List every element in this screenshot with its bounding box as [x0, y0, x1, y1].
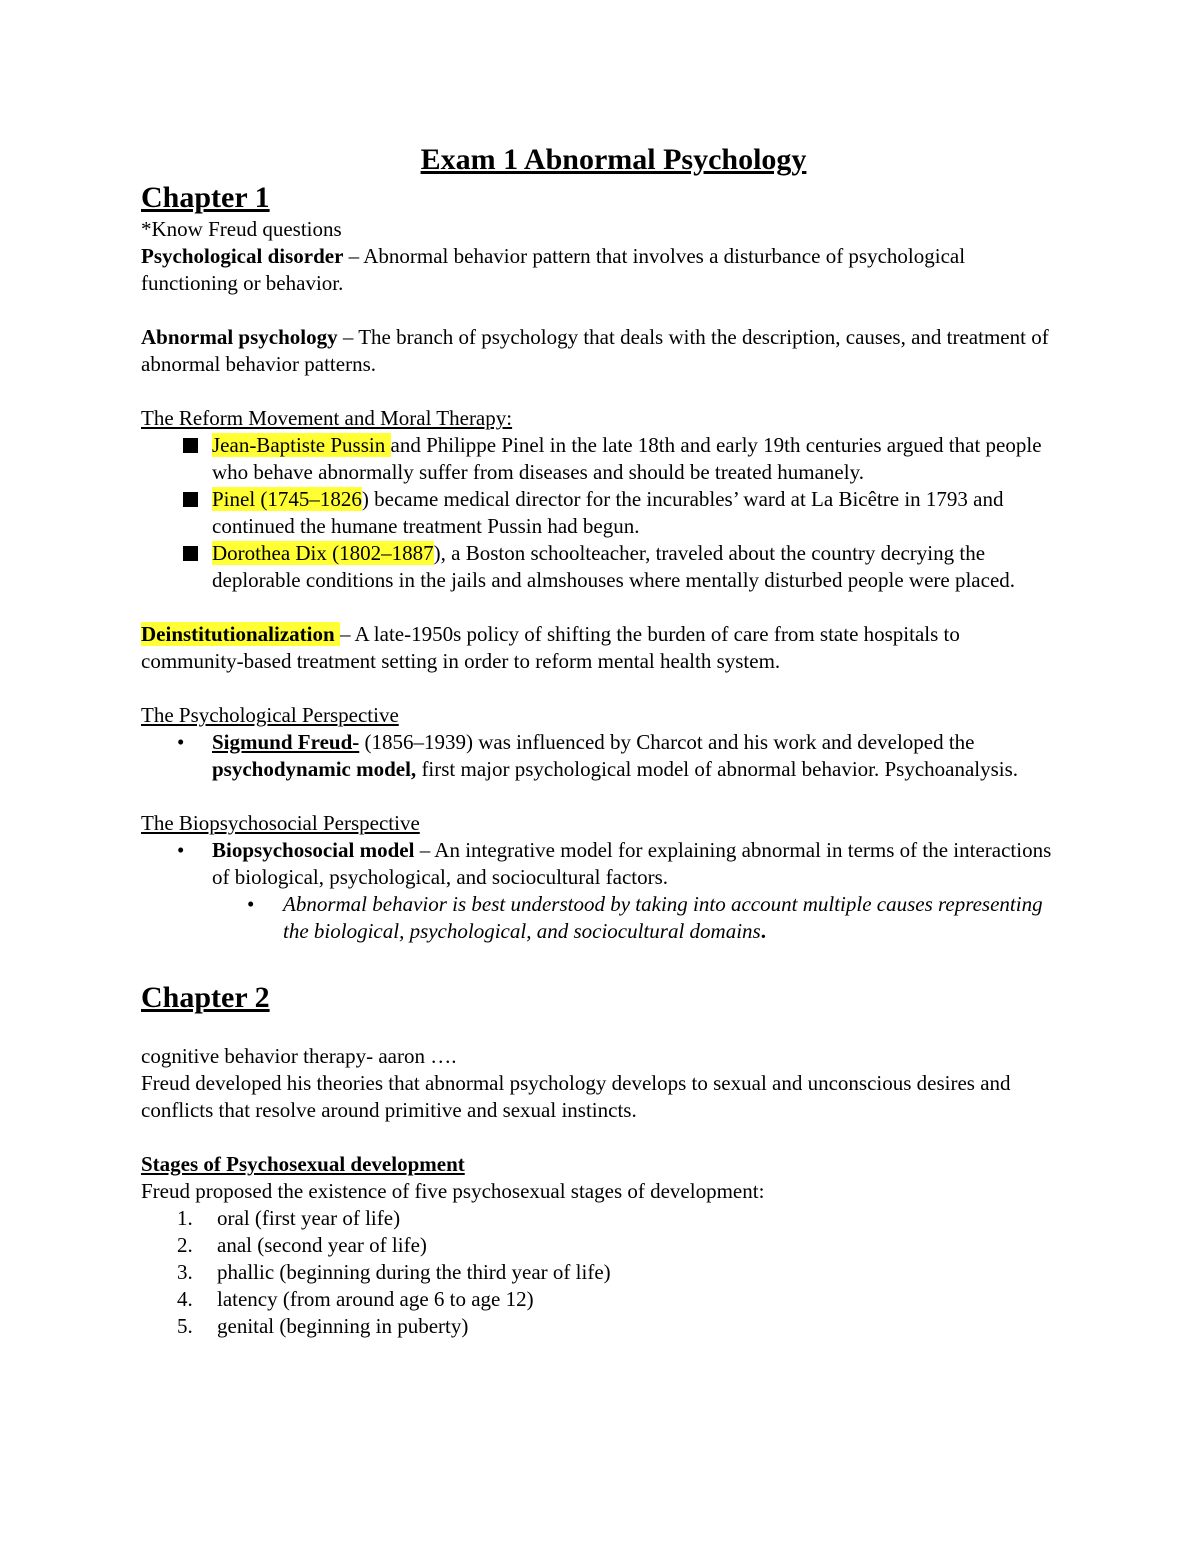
list-item — [141, 837, 1066, 891]
psychosexual-stages-list — [141, 1205, 1066, 1340]
psychosexual-stages-intro: Freud proposed the existence of five psychosexual stages of development: — [141, 1179, 765, 1203]
list-item-text: and Philippe Pinel in the late 18th and early 19th centuries argued that people who behave abnormally suffer from diseases and should be treated humanely. — [212, 433, 1042, 484]
list-item — [141, 1205, 1066, 1232]
biopsychosocial-list — [141, 837, 1066, 891]
list-number: 2. — [177, 1233, 193, 1257]
list-item-punctuation: . — [760, 919, 766, 943]
chapter-2-paragraph: Freud developed his theories that abnormal psychology develops to sexual and unconscious desires and conflicts that resolve around primitive and sexual instincts. — [141, 1071, 1011, 1122]
psychodynamic-model-term: psychodynamic model, — [212, 757, 417, 781]
definition-text: – A late-1950s policy of shifting the burden of care from state hospitals to community-based treatment setting in order to reform mental health system. — [141, 622, 960, 673]
reform-list — [141, 432, 1066, 594]
bullet-icon: • — [247, 892, 255, 916]
psychological-perspective-list — [141, 729, 1066, 783]
chapter-2-line: cognitive behavior therapy- aaron …. — [141, 1044, 457, 1068]
bullet-icon: • — [177, 730, 185, 754]
biopsychosocial-sublist — [141, 891, 1066, 945]
list-item — [141, 486, 1066, 540]
chapter-1-heading: Chapter 1 — [141, 181, 270, 214]
list-item — [141, 1286, 1066, 1313]
list-item-text: genital (beginning in puberty) — [217, 1314, 469, 1338]
biopsychosocial-perspective-heading: The Biopsychosocial Perspective — [141, 811, 420, 835]
bullet-icon: • — [177, 838, 185, 862]
document-title: Exam 1 Abnormal Psychology — [420, 143, 807, 176]
list-item-text: (1856–1939) was influenced by Charcot and his work and developed the — [359, 730, 975, 754]
list-item — [141, 540, 1066, 594]
list-item — [141, 1313, 1066, 1340]
definition-text: – Abnormal behavior pattern that involves a disturbance of psychological functioning or behavior. — [141, 244, 966, 295]
list-item-text: ) became medical director for the incurables’ ward at La Bicêtre in 1793 and continued the humane treatment Pussin had begun. — [212, 487, 1004, 538]
definition-psychological-disorder — [141, 243, 1066, 297]
highlighted-term: Deinstitutionalization — [141, 622, 340, 646]
highlighted-text: Jean-Baptiste Pussin — [212, 433, 391, 457]
list-item-text: oral (first year of life) — [217, 1206, 401, 1230]
reform-movement-heading: The Reform Movement and Moral Therapy: — [141, 406, 513, 430]
highlighted-text: Pinel (1745–1826 — [212, 487, 362, 511]
list-item-text: ), a Boston schoolteacher, traveled about the country decrying the deplorable conditions in the jails and almshouses where mentally disturbed people were placed. — [212, 541, 1016, 592]
list-item-text: – An integrative model for explaining abnormal in terms of the interactions of biological, psychological, and sociocultural factors. — [212, 838, 1052, 889]
list-item — [141, 1259, 1066, 1286]
list-item-text: Abnormal behavior is best understood by taking into account multiple causes representing the biological, psychological, and sociocultural domains — [283, 892, 1043, 943]
definition-term: Biopsychosocial model — [212, 838, 415, 862]
definition-deinstitutionalization — [141, 621, 1066, 675]
list-number: 4. — [177, 1287, 193, 1311]
chapter-2-heading: Chapter 2 — [141, 981, 270, 1014]
definition-abnormal-psychology — [141, 324, 1066, 378]
definition-text: – The branch of psychology that deals with the description, causes, and treatment of abnormal behavior patterns. — [141, 325, 1049, 376]
list-item — [141, 891, 1066, 945]
list-item — [141, 1232, 1066, 1259]
psychological-perspective-heading: The Psychological Perspective — [141, 703, 399, 727]
freud-name: Sigmund Freud- — [212, 730, 360, 754]
definition-term: Psychological disorder — [141, 244, 344, 268]
list-item — [141, 432, 1066, 486]
list-number: 1. — [177, 1206, 193, 1230]
square-bullet-icon — [183, 492, 198, 507]
square-bullet-icon — [183, 546, 198, 561]
list-item-text: latency (from around age 6 to age 12) — [217, 1287, 534, 1311]
psychosexual-stages-heading: Stages of Psychosexual development — [141, 1152, 465, 1176]
study-note: *Know Freud questions — [141, 217, 342, 241]
list-item-text: anal (second year of life) — [217, 1233, 427, 1257]
definition-term: Abnormal psychology — [141, 325, 338, 349]
list-item-text: phallic (beginning during the third year of life) — [217, 1260, 611, 1284]
list-item — [141, 729, 1066, 783]
list-number: 3. — [177, 1260, 193, 1284]
document-body — [141, 140, 1066, 1340]
square-bullet-icon — [183, 438, 198, 453]
list-number: 5. — [177, 1314, 193, 1338]
list-item-text: first major psychological model of abnormal behavior. Psychoanalysis. — [416, 757, 1019, 781]
highlighted-text: Dorothea Dix (1802–1887 — [212, 541, 434, 565]
